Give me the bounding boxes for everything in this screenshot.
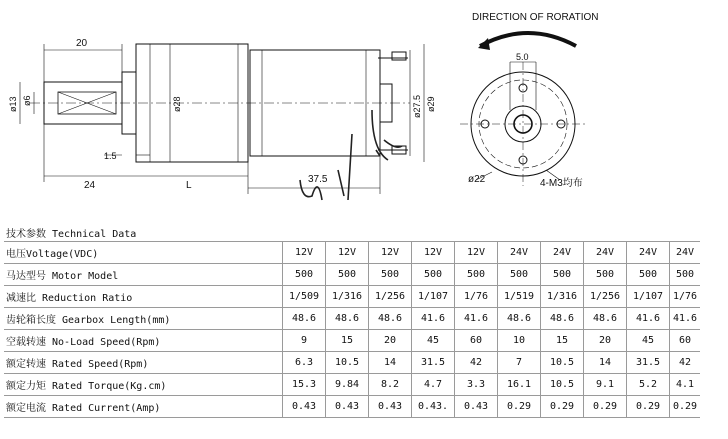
table-cell: 41.6 [670, 308, 701, 330]
table-cell: 24V [498, 242, 541, 264]
table-cell: 1/107 [627, 286, 670, 308]
table-cell: 48.6 [369, 308, 412, 330]
row-label: 额定转速 Rated Speed(Rpm) [4, 352, 283, 374]
table-cell: 15 [326, 330, 369, 352]
table-cell: 4.1 [670, 374, 701, 396]
table-cell: 1/76 [670, 286, 701, 308]
rotation-title: DIRECTION OF RORATION [472, 12, 599, 23]
table-cell: 12V [412, 242, 455, 264]
table-cell: 0.43 [283, 396, 326, 418]
table-cell: 0.43 [455, 396, 498, 418]
table-cell: 500 [369, 264, 412, 286]
table-cell: 8.2 [369, 374, 412, 396]
table-cell: 10.5 [326, 352, 369, 374]
table-cell: 500 [498, 264, 541, 286]
row-label: 空载转速 No-Load Speed(Rpm) [4, 330, 283, 352]
table-cell: 42 [455, 352, 498, 374]
table-cell: 24V [541, 242, 584, 264]
table-cell: 10 [498, 330, 541, 352]
dim-shaft-length: 20 [76, 38, 88, 49]
table-cell: 14 [584, 352, 627, 374]
table-cell: 500 [541, 264, 584, 286]
table-cell: 20 [584, 330, 627, 352]
table-cell: 1/316 [326, 286, 369, 308]
table-cell: 0.43 [326, 396, 369, 418]
row-label: 额定力矩 Rated Torque(Kg.cm) [4, 374, 283, 396]
motor-terminal [392, 52, 406, 60]
table-cell: 45 [627, 330, 670, 352]
table-cell: 41.6 [455, 308, 498, 330]
table-cell: 9.84 [326, 374, 369, 396]
dim-gearbox-dia: ø28 [172, 96, 182, 112]
table-cell: 0.29 [541, 396, 584, 418]
table-row [4, 308, 700, 330]
table-cell: 9.1 [584, 374, 627, 396]
table-cell: 15.3 [283, 374, 326, 396]
handwritten-scribble [300, 110, 402, 200]
dim-shaft-dia: ø6 [22, 95, 32, 106]
dim-flange: 1.5 [104, 151, 117, 161]
table-cell: 42 [670, 352, 701, 374]
row-label: 电压Voltage(VDC) [4, 242, 283, 264]
table-cell: 12V [455, 242, 498, 264]
table-cell: 10.5 [541, 352, 584, 374]
table-title: 技术参数 Technical Data [6, 229, 137, 240]
table-cell: 9 [283, 330, 326, 352]
table-cell: 14 [369, 352, 412, 374]
table-row [4, 286, 700, 308]
table-cell: 1/256 [369, 286, 412, 308]
table-cell: 0.43 [369, 396, 412, 418]
table-cell: 1/509 [283, 286, 326, 308]
table-cell: 48.6 [498, 308, 541, 330]
table-row [4, 396, 700, 418]
table-row [4, 242, 700, 264]
row-label: 齿轮箱长度 Gearbox Length(mm) [4, 308, 283, 330]
table-cell: 500 [670, 264, 701, 286]
table-cell: 48.6 [283, 308, 326, 330]
table-cell: 1/256 [584, 286, 627, 308]
table-cell: 41.6 [627, 308, 670, 330]
dim-bolt-circle: ø22 [468, 174, 486, 185]
table-cell: 500 [455, 264, 498, 286]
dim-shaft-total: 24 [84, 180, 96, 191]
spec-table [4, 241, 700, 418]
table-cell: 6.3 [283, 352, 326, 374]
table-cell: 48.6 [541, 308, 584, 330]
table-cell: 1/316 [541, 286, 584, 308]
table-cell: 500 [326, 264, 369, 286]
dim-mounting-holes: 4-M3均布 [540, 178, 583, 189]
table-cell: 5.2 [627, 374, 670, 396]
table-cell: 12V [326, 242, 369, 264]
dim-outer-dia: ø29 [426, 96, 436, 112]
table-row [4, 374, 700, 396]
dim-gearbox-length: L [186, 180, 192, 191]
table-cell: 0.43. [412, 396, 455, 418]
table-cell: 0.29 [627, 396, 670, 418]
table-cell: 0.29 [670, 396, 701, 418]
dim-motor-length: 37.5 [308, 174, 328, 185]
table-cell: 41.6 [412, 308, 455, 330]
table-cell: 3.3 [455, 374, 498, 396]
table-cell: 60 [455, 330, 498, 352]
table-cell: 45 [412, 330, 455, 352]
table-cell: 1/107 [412, 286, 455, 308]
table-row [4, 330, 700, 352]
table-cell: 500 [283, 264, 326, 286]
table-cell: 20 [369, 330, 412, 352]
table-cell: 12V [369, 242, 412, 264]
table-cell: 0.29 [498, 396, 541, 418]
table-cell: 0.29 [584, 396, 627, 418]
table-cell: 15 [541, 330, 584, 352]
table-cell: 31.5 [627, 352, 670, 374]
table-cell: 7 [498, 352, 541, 374]
table-cell: 24V [584, 242, 627, 264]
table-cell: 48.6 [326, 308, 369, 330]
dim-shaft-flat: 5.0 [516, 52, 529, 62]
table-row [4, 264, 700, 286]
table-cell: 500 [584, 264, 627, 286]
table-cell: 31.5 [412, 352, 455, 374]
table-cell: 1/519 [498, 286, 541, 308]
table-cell: 4.7 [412, 374, 455, 396]
table-cell: 48.6 [584, 308, 627, 330]
dim-boss-dia: ø13 [8, 96, 18, 112]
table-cell: 16.1 [498, 374, 541, 396]
table-cell: 1/76 [455, 286, 498, 308]
front-view [460, 62, 588, 186]
table-cell: 24V [670, 242, 701, 264]
table-cell: 24V [627, 242, 670, 264]
rotation-arrow-icon [478, 33, 576, 50]
table-row [4, 352, 700, 374]
row-label: 额定电流 Rated Current(Amp) [4, 396, 283, 418]
dim-motor-dia: ø27.5 [412, 94, 422, 118]
table-cell: 60 [670, 330, 701, 352]
side-view [20, 44, 424, 194]
row-label: 马达型号 Motor Model [4, 264, 283, 286]
table-cell: 500 [627, 264, 670, 286]
table-cell: 500 [412, 264, 455, 286]
row-label: 减速比 Reduction Ratio [4, 286, 283, 308]
table-cell: 10.5 [541, 374, 584, 396]
table-cell: 12V [283, 242, 326, 264]
